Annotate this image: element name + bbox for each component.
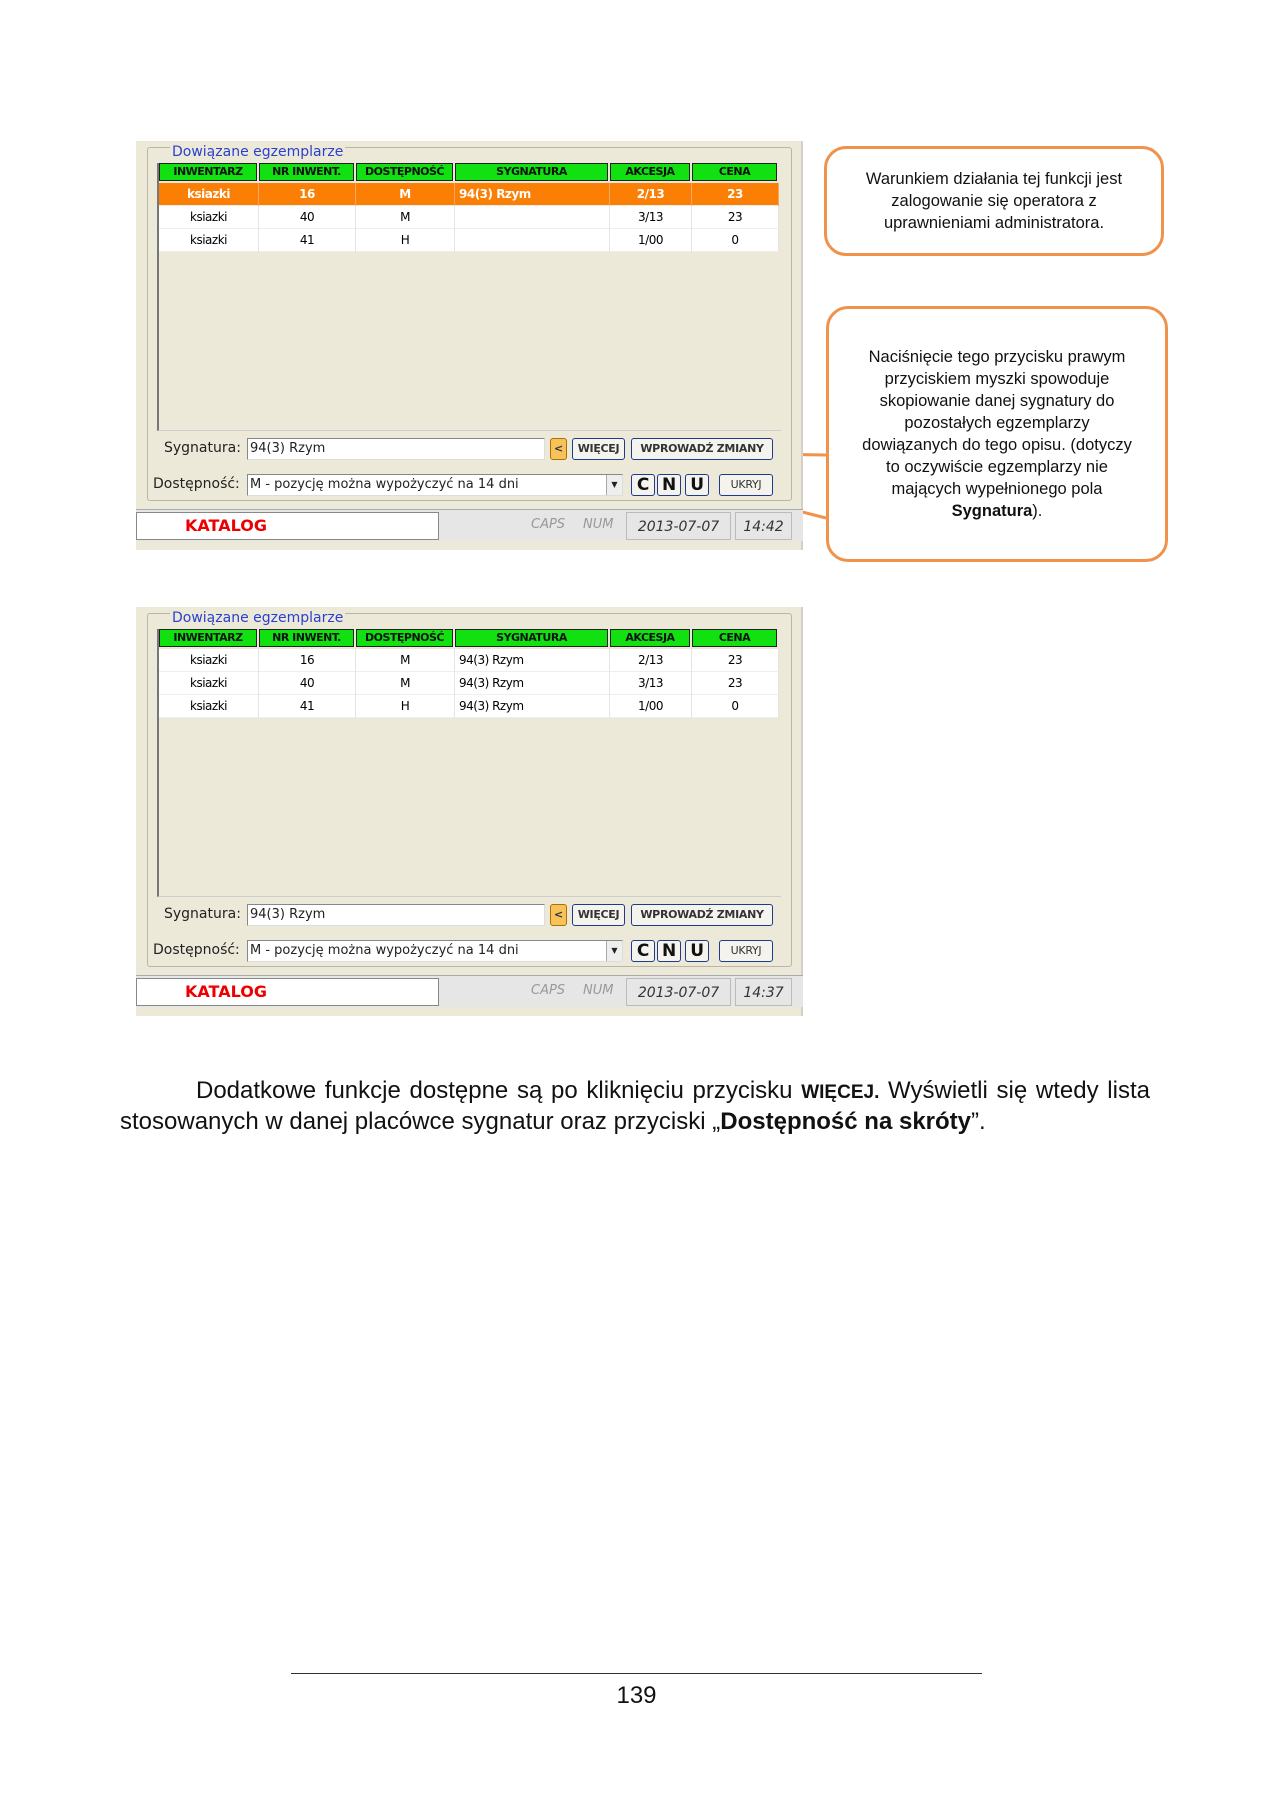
table-cell: 23 <box>692 672 779 695</box>
linked-copies-panel-before <box>136 141 803 550</box>
u-button[interactable]: U <box>685 940 709 962</box>
status-bar <box>136 509 803 541</box>
dostepnosc-select[interactable]: M - pozycję można wypożyczyć na 14 dni ▼ <box>247 940 623 962</box>
table-cell: 23 <box>692 649 779 672</box>
column-header[interactable]: INWENTARZ <box>159 163 257 181</box>
status-time: 14:37 <box>735 978 792 1006</box>
copies-table <box>157 163 781 431</box>
table-row[interactable] <box>159 229 779 252</box>
dostepnosc-label: Dostępność: <box>153 942 240 958</box>
c-button[interactable]: C <box>631 474 655 496</box>
save-changes-button[interactable]: WPROWADŹ ZMIANY <box>631 438 773 460</box>
table-cell: ksiazki <box>159 206 259 229</box>
table-cell: 1/00 <box>610 229 692 252</box>
table-cell: 41 <box>259 695 356 718</box>
page-number: 139 <box>616 1682 657 1709</box>
table-cell: 0 <box>692 229 779 252</box>
chevron-down-icon[interactable]: ▼ <box>606 475 622 495</box>
table-cell: ksiazki <box>159 649 259 672</box>
status-date: 2013-07-07 <box>626 512 731 540</box>
num-indicator: NUM <box>583 983 614 998</box>
table-cell: M <box>356 183 455 206</box>
table-cell: 1/00 <box>610 695 692 718</box>
linked-copies-panel-after <box>136 607 803 1016</box>
table-row[interactable] <box>159 672 779 695</box>
table-cell <box>455 206 610 229</box>
table-cell: 40 <box>259 672 356 695</box>
table-cell: H <box>356 229 455 252</box>
table-cell: 94(3) Rzym <box>455 672 610 695</box>
wiecej-button[interactable]: WIĘCEJ <box>572 438 625 460</box>
ukryj-button[interactable]: UKRYJ <box>719 474 773 496</box>
column-header[interactable]: CENA <box>692 629 777 647</box>
sygnatura-label: Sygnatura: <box>164 440 241 456</box>
table-cell: 23 <box>692 206 779 229</box>
fieldset-legend: Dowiązane egzemplarze <box>172 610 344 626</box>
callout-copy-note <box>826 306 1168 562</box>
sygnatura-input[interactable]: 94(3) Rzym <box>247 438 545 460</box>
table-cell: ksiazki <box>159 672 259 695</box>
table-cell: ksiazki <box>159 229 259 252</box>
status-date: 2013-07-07 <box>626 978 731 1006</box>
table-cell: 94(3) Rzym <box>455 695 610 718</box>
save-changes-button[interactable]: WPROWADŹ ZMIANY <box>631 904 773 926</box>
module-name: KATALOG <box>136 512 439 540</box>
column-header[interactable]: NR INWENT. <box>259 163 354 181</box>
status-time: 14:42 <box>735 512 792 540</box>
sygnatura-input[interactable]: 94(3) Rzym <box>247 904 545 926</box>
table-cell: 41 <box>259 229 356 252</box>
ukryj-button[interactable]: UKRYJ <box>719 940 773 962</box>
table-row[interactable] <box>159 183 779 206</box>
column-header[interactable]: SYGNATURA <box>455 163 608 181</box>
footer-divider <box>291 1673 982 1674</box>
table-cell: 94(3) Rzym <box>455 183 610 206</box>
u-button[interactable]: U <box>685 474 709 496</box>
n-button[interactable]: N <box>657 474 681 496</box>
table-cell: 16 <box>259 183 356 206</box>
column-header[interactable]: INWENTARZ <box>159 629 257 647</box>
table-cell: M <box>356 672 455 695</box>
table-cell: 3/13 <box>610 206 692 229</box>
table-cell: 3/13 <box>610 672 692 695</box>
num-indicator: NUM <box>583 517 614 532</box>
wiecej-button[interactable]: WIĘCEJ <box>572 904 625 926</box>
body-paragraph: Dodatkowe funkcje dostępne są po kliknięciu przycisku WIĘCEJ. Wyświetli się wtedy lista stosowanych w danej placówce sygnatur oraz przyciski „Dostępność na skróty”. <box>120 1077 1150 1135</box>
table-cell: H <box>356 695 455 718</box>
copies-table <box>157 629 781 897</box>
table-cell <box>455 229 610 252</box>
dostepnosc-label: Dostępność: <box>153 476 240 492</box>
status-bar <box>136 975 803 1007</box>
copy-signature-button[interactable]: < <box>550 438 567 460</box>
column-header[interactable]: SYGNATURA <box>455 629 608 647</box>
fieldset-legend: Dowiązane egzemplarze <box>172 144 344 160</box>
callout-admin-note <box>824 146 1164 256</box>
table-row[interactable] <box>159 649 779 672</box>
table-cell: ksiazki <box>159 183 259 206</box>
copy-signature-button[interactable]: < <box>550 904 567 926</box>
callout-admin-text: Warunkiem działania tej funkcji jest zalogowanie się operatora z uprawnieniami administratora. <box>865 170 1123 232</box>
column-header[interactable]: AKCESJA <box>610 629 690 647</box>
column-header[interactable]: NR INWENT. <box>259 629 354 647</box>
caps-indicator: CAPS <box>531 983 566 998</box>
table-cell: M <box>356 649 455 672</box>
c-button[interactable]: C <box>631 940 655 962</box>
table-cell: 16 <box>259 649 356 672</box>
dostepnosc-select[interactable]: M - pozycję można wypożyczyć na 14 dni ▼ <box>247 474 623 496</box>
caps-indicator: CAPS <box>531 517 566 532</box>
sygnatura-label: Sygnatura: <box>164 906 241 922</box>
table-cell: 23 <box>692 183 779 206</box>
column-header[interactable]: CENA <box>692 163 777 181</box>
module-name: KATALOG <box>136 978 439 1006</box>
n-button[interactable]: N <box>657 940 681 962</box>
table-row[interactable] <box>159 695 779 718</box>
table-cell: 2/13 <box>610 183 692 206</box>
table-row[interactable] <box>159 206 779 229</box>
table-cell: 94(3) Rzym <box>455 649 610 672</box>
callout-copy-text: Naciśnięcie tego przycisku prawym przyciskiem myszki spowoduje skopiowanie danej sygnatury do pozostałych egzemplarzy dowiązanych do tego opisu. (dotyczy to oczywiście egzemplarzy nie mających wypełnionego pola Sygnatura). <box>862 348 1132 520</box>
table-cell: 0 <box>692 695 779 718</box>
column-header[interactable]: AKCESJA <box>610 163 690 181</box>
table-cell: M <box>356 206 455 229</box>
column-header[interactable]: DOSTĘPNOŚĆ <box>356 629 453 647</box>
table-cell: 40 <box>259 206 356 229</box>
chevron-down-icon[interactable]: ▼ <box>606 941 622 961</box>
column-header[interactable]: DOSTĘPNOŚĆ <box>356 163 453 181</box>
table-cell: ksiazki <box>159 695 259 718</box>
table-cell: 2/13 <box>610 649 692 672</box>
